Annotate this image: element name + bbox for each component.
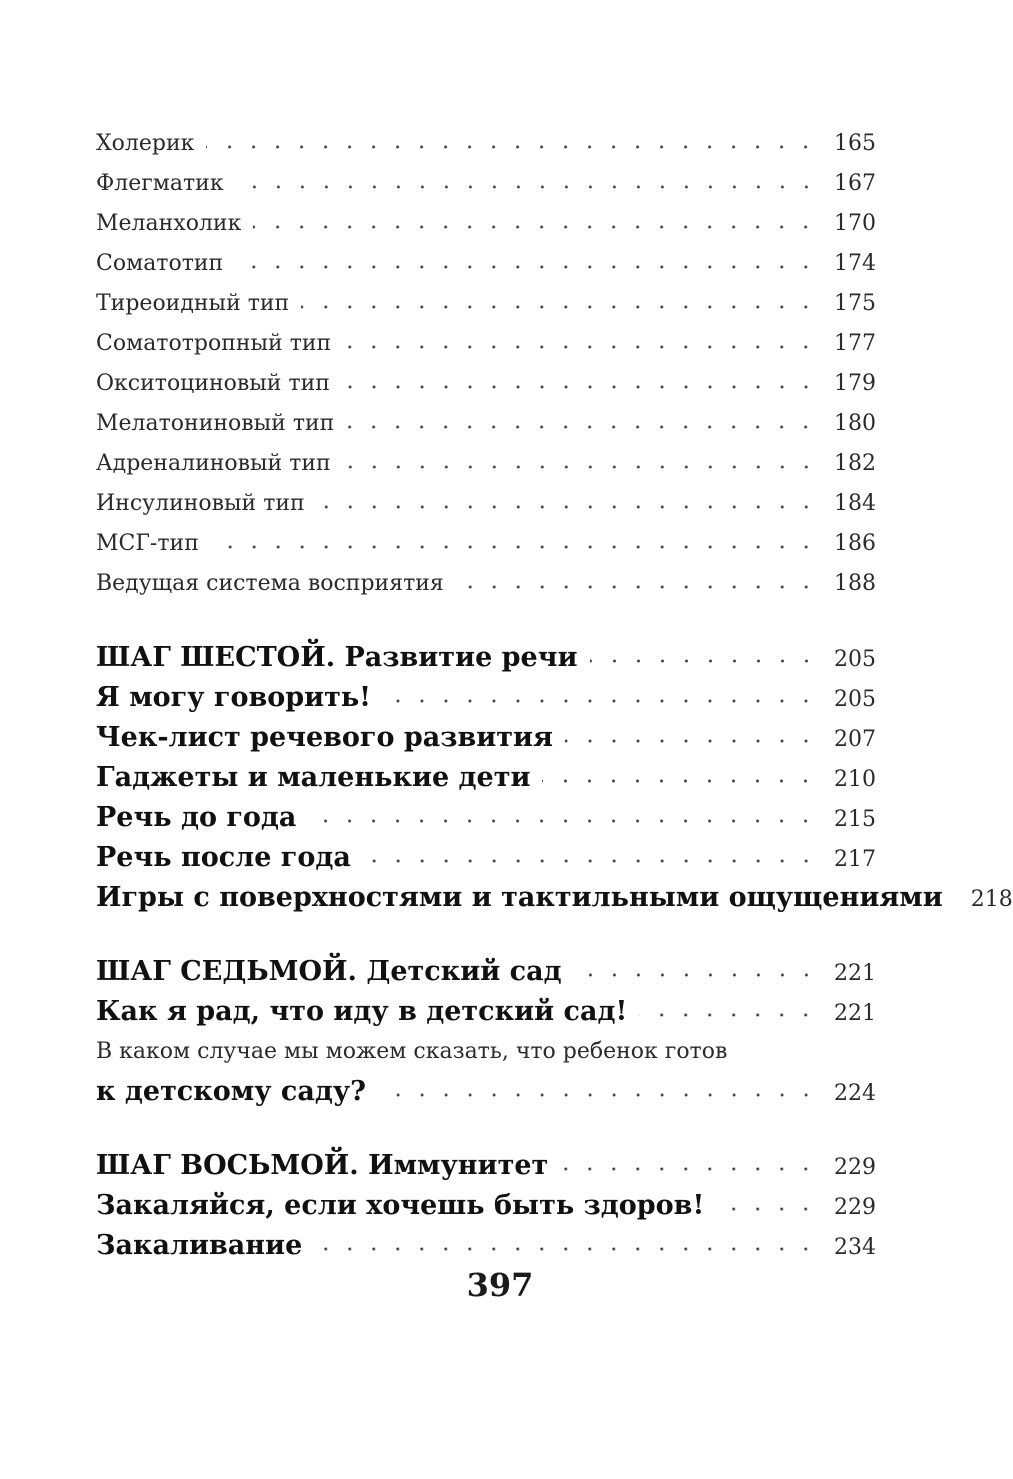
entry-title: Соматотип [96, 251, 224, 276]
dot-leader [342, 383, 818, 391]
toc-entry [96, 324, 876, 364]
entry-title: Закаляйся, если хочешь быть здоров! [96, 1190, 705, 1221]
section-page: 229 [834, 1155, 876, 1180]
entry-title-line-2: к детскому саду? [96, 1076, 366, 1107]
entry-page: 182 [834, 451, 876, 476]
dot-leader [301, 303, 818, 311]
dot-leader [383, 697, 818, 705]
section-title: ШАГ ВОСЬМОЙ. Иммунитет [96, 1150, 549, 1181]
dot-leader [343, 463, 818, 471]
dot-leader [206, 143, 818, 151]
entry-title-line-1: В каком случае мы можем сказать, что ребенок готов [96, 1039, 728, 1064]
dot-leader [716, 1205, 818, 1213]
toc-entry [96, 1186, 876, 1226]
entry-page: 184 [834, 491, 876, 516]
section-page: 221 [834, 961, 876, 986]
entry-page: 170 [834, 211, 876, 236]
toc-entry [96, 564, 876, 604]
toc-entry [96, 992, 876, 1032]
dot-leader [317, 503, 818, 511]
section-title: ШАГ ШЕСТОЙ. Развитие речи [96, 642, 578, 673]
toc-entry [96, 364, 876, 404]
entry-page: 179 [834, 371, 876, 396]
toc-entry [96, 1226, 876, 1266]
entry-page: 218 [970, 887, 1013, 912]
entry-title: Закаливание [96, 1230, 303, 1261]
entry-page: 180 [834, 411, 876, 436]
toc-entry [96, 164, 876, 204]
dot-leader [235, 263, 818, 271]
dot-leader [211, 543, 818, 551]
dot-leader [343, 343, 818, 351]
entry-page: 174 [834, 251, 876, 276]
section-step-8 [96, 1146, 876, 1266]
entry-title: МСГ-тип [96, 531, 199, 556]
entry-title: Инсулиновый тип [96, 491, 305, 516]
dot-leader [236, 183, 818, 191]
dot-leader [253, 223, 818, 231]
entry-title: Мелатониновый тип [96, 411, 335, 436]
toc-entry [96, 444, 876, 484]
entry-title: Речь до года [96, 802, 297, 833]
entry-title: Соматотропный тип [96, 331, 332, 356]
dot-leader [590, 657, 819, 665]
entry-page: 177 [834, 331, 876, 356]
dot-leader [314, 1245, 818, 1253]
entry-title: Как я рад, что иду в детский сад! [96, 996, 628, 1027]
entry-title: Холерик [96, 131, 195, 156]
entry-title: Флегматик [96, 171, 224, 196]
dot-leader [363, 857, 818, 865]
toc-entry [96, 484, 876, 524]
toc-entry [96, 878, 1013, 918]
entry-page: 175 [834, 291, 876, 316]
toc-entries [96, 124, 876, 604]
dot-leader [565, 737, 818, 745]
toc-entry [96, 244, 876, 284]
entry-page: 234 [834, 1235, 876, 1260]
entry-title: Адреналиновый тип [96, 451, 331, 476]
toc-entry [96, 718, 876, 758]
entry-page: 207 [834, 727, 876, 752]
page-number: 397 [466, 1266, 534, 1304]
section-step-7 [96, 952, 876, 1112]
section-heading [96, 952, 876, 992]
dot-leader [456, 583, 818, 591]
entry-page: 186 [834, 531, 876, 556]
entry-title: Ведущая система восприятия [96, 571, 444, 596]
entry-title: Гаджеты и маленькие дети [96, 762, 531, 793]
entry-title: Я могу говорить! [96, 682, 372, 713]
dot-leader [378, 1091, 818, 1099]
dot-leader [560, 1165, 818, 1173]
dot-leader [639, 1011, 818, 1019]
section-heading [96, 638, 876, 678]
toc-entry [96, 838, 876, 878]
entry-title: Меланхолик [96, 211, 242, 236]
toc-entry [96, 678, 876, 718]
entry-page: 217 [834, 847, 876, 872]
entry-title: Игры с поверхностями и тактильными ощущениями [96, 882, 943, 913]
entry-page: 165 [834, 131, 876, 156]
toc-entry [96, 758, 876, 798]
entry-page: 229 [834, 1195, 876, 1220]
section-step-6 [96, 638, 1013, 918]
toc-entry [96, 524, 876, 564]
entry-page: 167 [834, 171, 876, 196]
toc-entry [96, 284, 876, 324]
section-page: 205 [834, 647, 876, 672]
entry-page: 221 [834, 1001, 876, 1026]
entry-title: Тиреоидный тип [96, 291, 290, 316]
entry-title: Речь после года [96, 842, 351, 873]
entry-page: 205 [834, 687, 876, 712]
entry-title: Чек-лист речевого развития [96, 722, 553, 753]
entry-page: 224 [834, 1081, 876, 1106]
section-title: ШАГ СЕДЬМОЙ. Детский сад [96, 956, 562, 987]
entry-page: 188 [834, 571, 876, 596]
entry-page: 210 [834, 767, 876, 792]
toc-entry [96, 404, 876, 444]
toc-entry [96, 204, 876, 244]
dot-leader [542, 777, 818, 785]
section-heading [96, 1146, 876, 1186]
dot-leader [574, 971, 818, 979]
toc-entry [96, 124, 876, 164]
entry-title: Окситоциновый тип [96, 371, 330, 396]
entry-page: 215 [834, 807, 876, 832]
toc-entry-multiline [96, 1032, 876, 1112]
dot-leader [308, 817, 818, 825]
table-of-contents [96, 124, 1013, 1266]
dot-leader [346, 423, 818, 431]
toc-entry-continuation [96, 1072, 876, 1112]
toc-entry [96, 798, 876, 838]
